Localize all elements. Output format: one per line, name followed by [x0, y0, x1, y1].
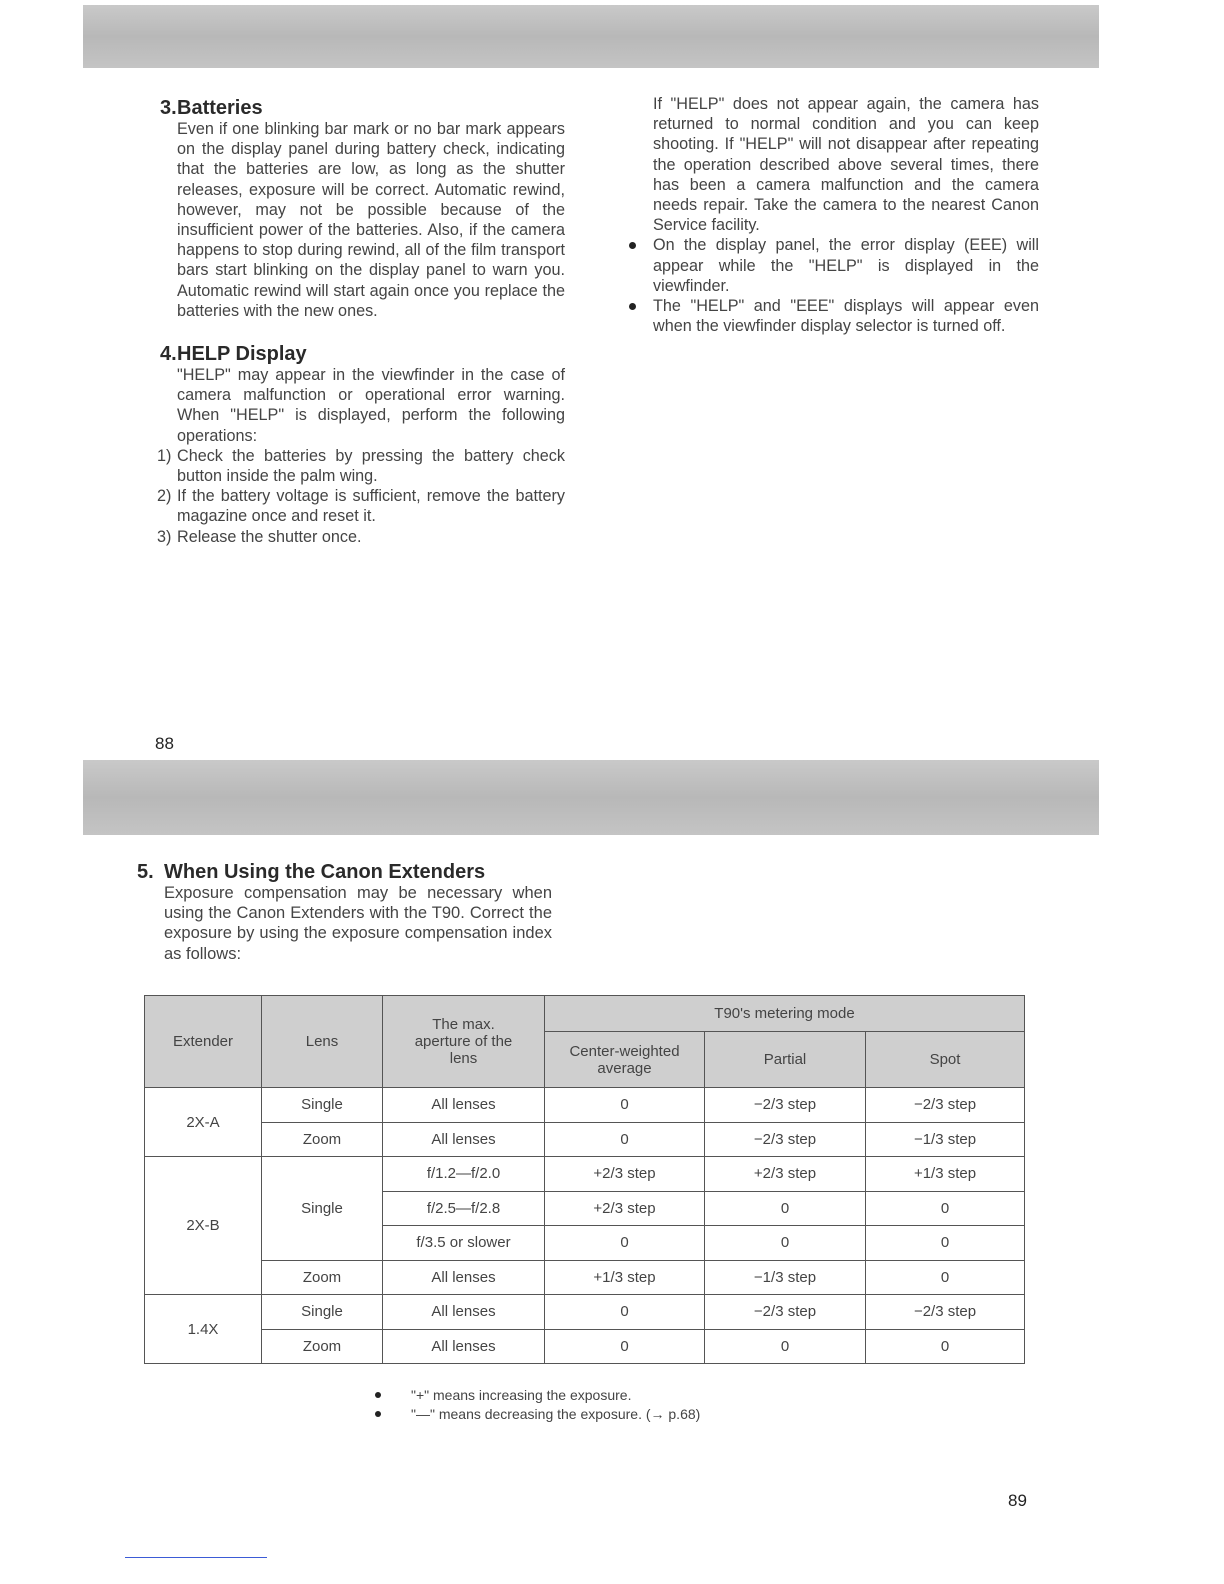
- aperture-cell: f/3.5 or slower: [383, 1226, 545, 1261]
- header-aperture: The max. aperture of the lens: [383, 996, 545, 1088]
- partial-cell: −1/3 step: [705, 1260, 866, 1295]
- spot-cell: 0: [866, 1260, 1025, 1295]
- note-item: "—" means decreasing the exposure. (→ p.68): [373, 1405, 700, 1424]
- aperture-cell: All lenses: [383, 1088, 545, 1123]
- center-cell: 0: [545, 1088, 705, 1123]
- table-row: [145, 1088, 1025, 1123]
- lens-cell: Single: [262, 1295, 383, 1330]
- extender-cell: 1.4X: [145, 1295, 262, 1364]
- spot-cell: −2/3 step: [866, 1088, 1025, 1123]
- extender-cell: 2X-A: [145, 1088, 262, 1157]
- extender-cell: 2X-B: [145, 1157, 262, 1295]
- aperture-cell: All lenses: [383, 1329, 545, 1364]
- lens-cell: Single: [262, 1157, 383, 1261]
- lens-cell: Zoom: [262, 1122, 383, 1157]
- partial-cell: −2/3 step: [705, 1295, 866, 1330]
- spot-cell: 0: [866, 1191, 1025, 1226]
- partial-cell: 0: [705, 1329, 866, 1364]
- note-item: "+" means increasing the exposure.: [373, 1386, 700, 1405]
- table-row: [145, 1295, 1025, 1330]
- help-step: 1) Check the batteries by pressing the battery check button inside the palm wing.: [157, 446, 565, 486]
- center-cell: 0: [545, 1122, 705, 1157]
- help-heading: 4.HELP Display: [160, 343, 307, 366]
- aperture-cell: All lenses: [383, 1260, 545, 1295]
- center-cell: 0: [545, 1329, 705, 1364]
- center-cell: 0: [545, 1226, 705, 1261]
- center-cell: +2/3 step: [545, 1157, 705, 1192]
- table-row: [145, 1157, 1025, 1192]
- help-continued-text: If "HELP" does not appear again, the camera has returned to normal condition and you can keep shooting. If "HELP" will not disappear after repeating the operation described above several times, there has been a camera malfunction and the camera needs repair. Take the camera to the nearest Canon Service facility.: [653, 95, 1039, 235]
- right-column: [627, 94, 1039, 336]
- header-band-bottom: [83, 760, 1099, 835]
- aperture-cell: f/2.5—f/2.8: [383, 1191, 545, 1226]
- aperture-cell: All lenses: [383, 1295, 545, 1330]
- help-bullet: On the display panel, the error display (EEE) will appear while the "HELP" is displayed in the viewfinder.: [627, 235, 1039, 296]
- table-row: [145, 1329, 1025, 1364]
- spot-cell: −2/3 step: [866, 1295, 1025, 1330]
- header-metering-mode: T90's metering mode: [545, 996, 1025, 1032]
- lens-cell: Single: [262, 1088, 383, 1123]
- footer-link-rule: [125, 1557, 267, 1558]
- header-spot: Spot: [866, 1032, 1025, 1088]
- header-partial: Partial: [705, 1032, 866, 1088]
- center-cell: 0: [545, 1295, 705, 1330]
- center-cell: +1/3 step: [545, 1260, 705, 1295]
- page-number-88: 88: [155, 734, 174, 753]
- batteries-heading: 3.Batteries: [160, 97, 263, 119]
- partial-cell: +2/3 step: [705, 1157, 866, 1192]
- extenders-section: [137, 861, 552, 964]
- partial-cell: −2/3 step: [705, 1088, 866, 1123]
- page-number-89: 89: [1008, 1491, 1027, 1510]
- lens-cell: Zoom: [262, 1329, 383, 1364]
- extenders-text: Exposure compensation may be necessary when using the Canon Extenders with the T90. Correct the exposure by using the exposure compensation index as follows:: [164, 884, 552, 963]
- extender-compensation-table: [144, 995, 1025, 1364]
- center-cell: +2/3 step: [545, 1191, 705, 1226]
- aperture-cell: f/1.2—f/2.0: [383, 1157, 545, 1192]
- table-row: [145, 1260, 1025, 1295]
- batteries-text: Even if one blinking bar mark or no bar mark appears on the display panel during battery check, indicating that the batteries are low, as long as the shutter releases, exposure will be correct. Automatic rewind, however, may not be possible because of the insufficient power of the batteries. Also, if the camera happens to stop during rewind, all of the film transport bars start blinking on the display panel to warn you. Automatic rewind will start again once you replace the batteries with the new ones.: [177, 120, 565, 320]
- extenders-heading: 5. When Using the Canon Extenders: [137, 861, 486, 883]
- spot-cell: 0: [866, 1329, 1025, 1364]
- partial-cell: 0: [705, 1226, 866, 1261]
- partial-cell: 0: [705, 1191, 866, 1226]
- lens-cell: Zoom: [262, 1260, 383, 1295]
- header-band-top: [83, 5, 1099, 68]
- spot-cell: −1/3 step: [866, 1122, 1025, 1157]
- spot-cell: 0: [866, 1226, 1025, 1261]
- help-bullets: [627, 235, 1039, 336]
- help-text: "HELP" may appear in the viewfinder in the case of camera malfunction or operational error warning. When "HELP" is displayed, perform the following operations:: [177, 366, 565, 445]
- aperture-cell: All lenses: [383, 1122, 545, 1157]
- header-center-weighted: Center-weighted average: [545, 1032, 705, 1088]
- table-notes: [373, 1386, 700, 1424]
- help-step: 2) If the battery voltage is sufficient, remove the battery magazine once and reset it.: [157, 487, 565, 526]
- help-steps: [154, 446, 565, 547]
- header-lens: Lens: [262, 996, 383, 1088]
- spot-cell: +1/3 step: [866, 1157, 1025, 1192]
- table-row: [145, 1122, 1025, 1157]
- partial-cell: −2/3 step: [705, 1122, 866, 1157]
- help-bullet: The "HELP" and "EEE" displays will appear even when the viewfinder display selector is turned off.: [627, 296, 1039, 336]
- header-extender: Extender: [145, 996, 262, 1088]
- help-step: 3) Release the shutter once.: [157, 527, 362, 546]
- left-column: [157, 97, 565, 547]
